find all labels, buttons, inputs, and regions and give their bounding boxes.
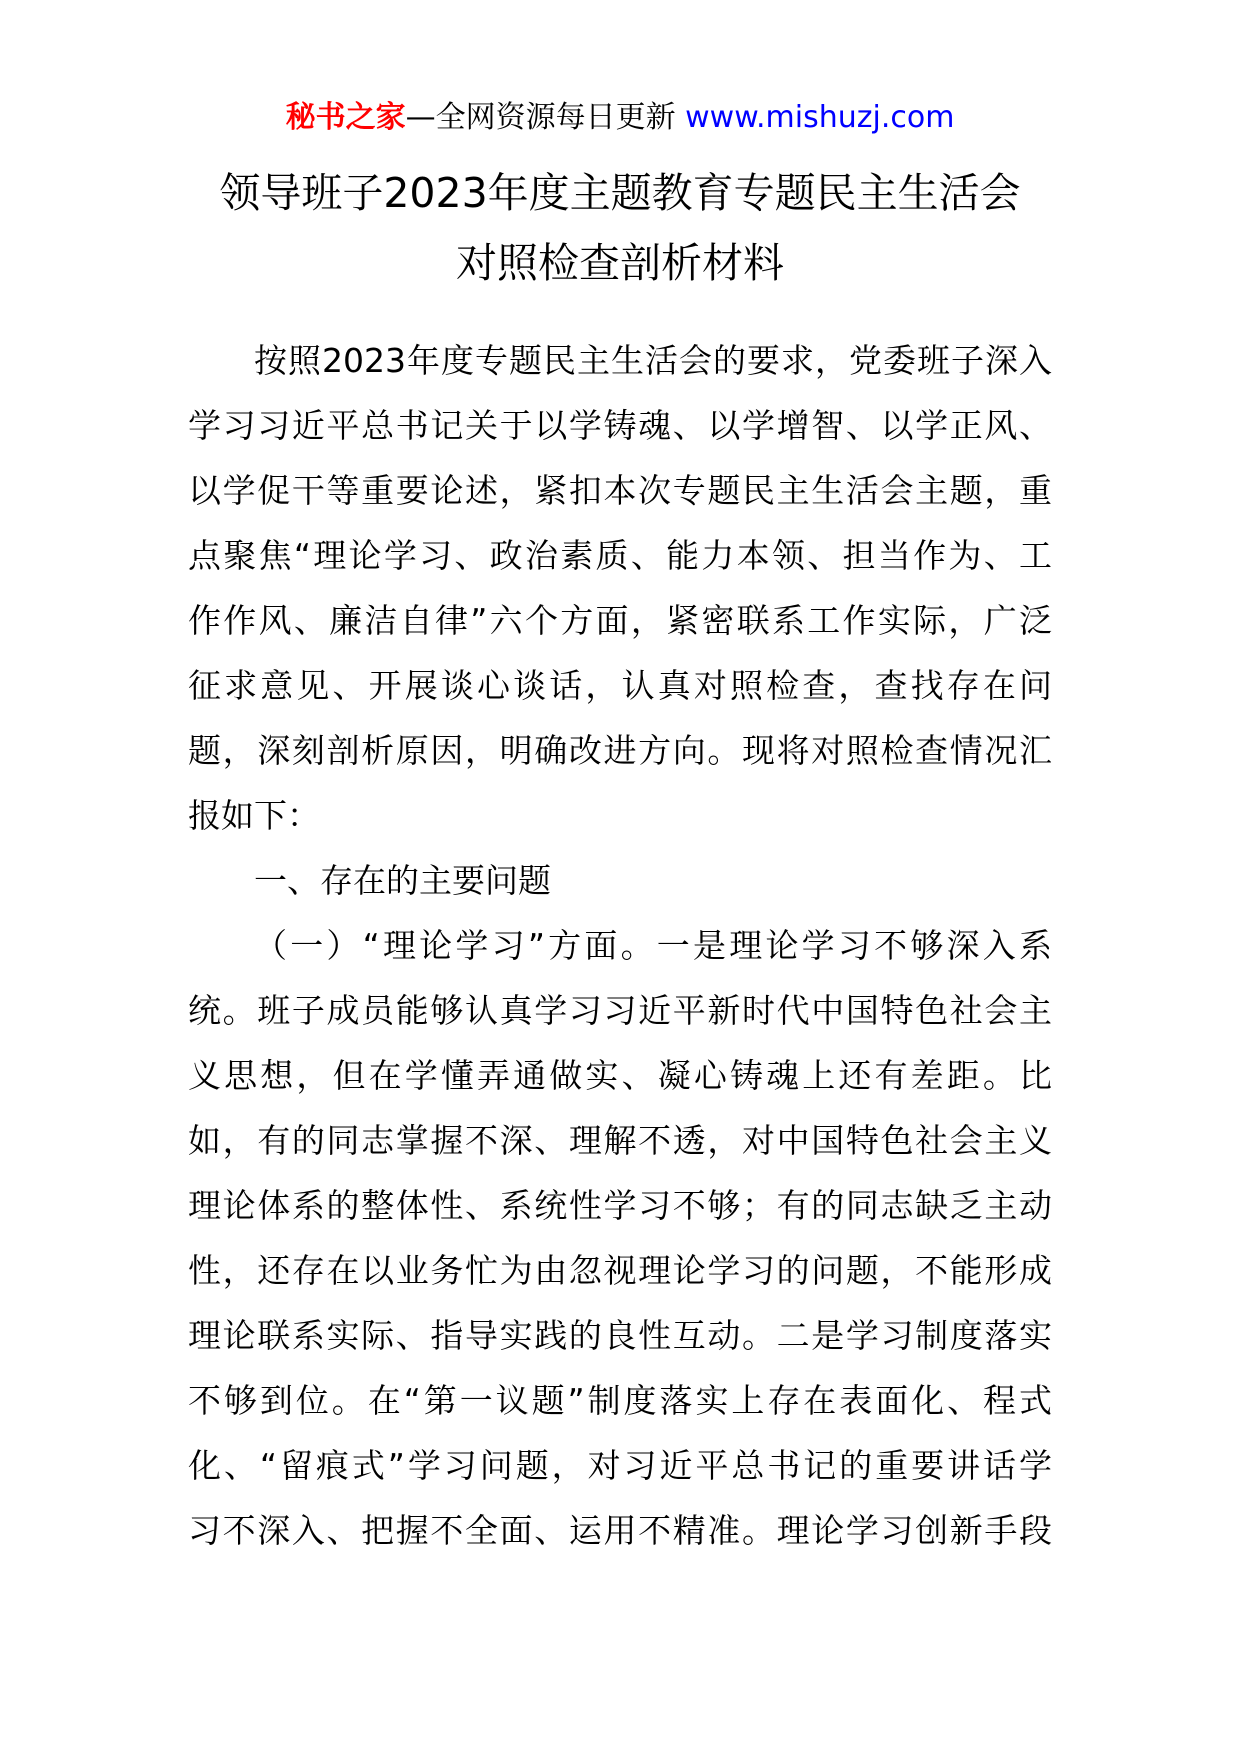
paragraph-line: 以学促干等重要论述，紧扣本次专题民主生活会主题，重: [188, 471, 1052, 510]
brand-name: 秘书之家: [285, 100, 406, 135]
paragraph-line: 理论联系实际、指导实践的良性互动。二是学习制度落实: [188, 1316, 1052, 1355]
paragraph-line: 化、“留痕式”学习问题，对习近平总书记的重要讲话学: [188, 1446, 1052, 1485]
paragraph-line: 点聚焦“理论学习、政治素质、能力本领、担当作为、工: [188, 536, 1052, 575]
document-body: [188, 328, 1052, 1563]
paragraph-line: 学习习近平总书记关于以学铸魂、以学增智、以学正风、: [188, 406, 1052, 445]
header-banner: [0, 98, 1240, 138]
paragraph-line: 性，还存在以业务忙为由忽视理论学习的问题，不能形成: [188, 1251, 1052, 1290]
paragraph-line: 征求意见、开展谈心谈话，认真对照检查，查找存在问: [188, 666, 1052, 705]
paragraph-line: （一）“理论学习”方面。一是理论学习不够深入系: [254, 926, 1052, 965]
paragraph-line: 题，深刻剖析原因，明确改进方向。现将对照检查情况汇: [188, 731, 1052, 770]
site-url-link[interactable]: www.mishuzj.com: [685, 100, 955, 135]
paragraph-line: 不够到位。在“第一议题”制度落实上存在表面化、程式: [188, 1381, 1052, 1420]
paragraph-line: 习不深入、把握不全面、运用不精准。理论学习创新手段: [188, 1511, 1052, 1550]
paragraph-line: 报如下：: [188, 796, 320, 835]
section-heading: 一、存在的主要问题: [254, 861, 551, 900]
paragraph-line: 义思想，但在学懂弄通做实、凝心铸魂上还有差距。比: [188, 1056, 1052, 1095]
paragraph-line: 作作风、廉洁自律”六个方面，紧密联系工作实际，广泛: [188, 601, 1052, 640]
paragraph-line: 理论体系的整体性、系统性学习不够；有的同志缺乏主动: [188, 1186, 1052, 1225]
paragraph-line: 统。班子成员能够认真学习习近平新时代中国特色社会主: [188, 991, 1052, 1030]
paragraph-line: 按照2023年度专题民主生活会的要求，党委班子深入: [254, 341, 1052, 380]
paragraph-line: 如，有的同志掌握不深、理解不透，对中国特色社会主义: [188, 1121, 1052, 1160]
document-title-line-2: 对照检查剖析材料: [456, 239, 784, 287]
header-tagline: —全网资源每日更新: [405, 100, 676, 135]
document-title-line-1: 领导班子2023年度主题教育专题民主生活会: [219, 169, 1021, 217]
